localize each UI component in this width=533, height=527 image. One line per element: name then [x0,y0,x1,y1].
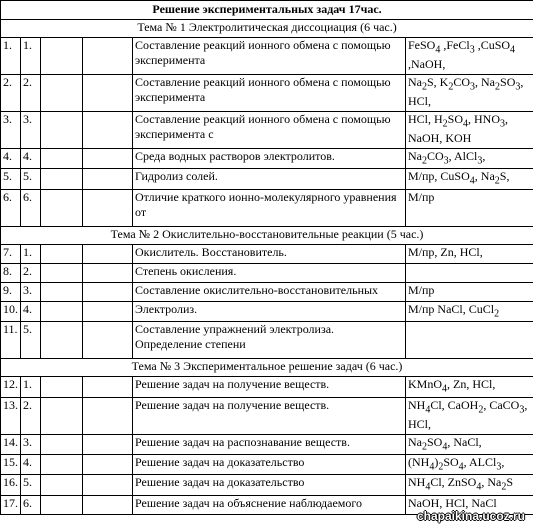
lesson-materials: М/пр [406,282,533,301]
lesson-row [1,38,533,75]
note-cell [83,189,133,226]
topic-lesson-number: 3. [21,434,41,454]
lesson-row [1,244,533,263]
topic-title: Тема № 2 Окислительно-восстановительные реакции (5 час.) [1,226,533,244]
lesson-number: 14. [1,434,21,454]
lesson-number: 10. [1,301,21,321]
lesson-topic: Составление реакций ионного обмена с помощью эксперимента [133,75,406,112]
date-cell [41,301,83,321]
lesson-row [1,112,533,149]
lesson-materials: М/пр [406,189,533,226]
lesson-materials [406,322,533,359]
table-title: Решение экспериментальных задач 17час. [1,1,533,20]
watermark: chapaikina.ucoz.ru [416,509,525,523]
topic-lesson-number: 2. [21,75,41,112]
lesson-number: 17. [1,495,21,514]
date-cell [41,377,83,397]
date-cell [41,397,83,434]
lesson-materials: KMnO$_4$, Zn, HCl, [406,377,533,397]
note-cell [83,38,133,75]
lesson-materials: $NH_4Cl$, ZnSO$_4$, $Na_2S$ [406,475,533,495]
date-cell [41,454,83,474]
date-cell [41,38,83,75]
lesson-number: 1. [1,38,21,75]
lesson-materials: HCl, $H_2SO_4$, $HNO_3$, NaOH, KOH [406,112,533,149]
lesson-row [1,377,533,397]
lesson-topic: Составление реакций ионного обмена с помощью эксперимента с [133,112,406,149]
lesson-topic: Гидролиз солей. [133,169,406,189]
topic-row [1,359,533,377]
lesson-row [1,189,533,226]
lesson-topic: Решение задач на распознавание веществ. [133,434,406,454]
lesson-row [1,397,533,434]
lesson-topic: Решение задач на получение веществ. [133,377,406,397]
table-header-row [1,1,533,20]
note-cell [83,149,133,169]
lesson-number: 12. [1,377,21,397]
topic-row [1,226,533,244]
lesson-row [1,75,533,112]
topic-lesson-number: 4. [21,301,41,321]
lesson-topic: Составление упражнений электролиза. Определение степени [133,322,406,359]
note-cell [83,263,133,282]
topic-lesson-number: 1. [21,244,41,263]
lesson-number: 8. [1,263,21,282]
date-cell [41,244,83,263]
date-cell [41,149,83,169]
lesson-number: 5. [1,169,21,189]
lesson-number: 11. [1,322,21,359]
note-cell [83,169,133,189]
lesson-materials: М/пр, CuSO$_4$, $Na_2S$, [406,169,533,189]
lesson-topic: Составление реакций ионного обмена с помощью эксперимента [133,38,406,75]
date-cell [41,263,83,282]
lesson-number: 7. [1,244,21,263]
note-cell [83,397,133,434]
lesson-materials [406,263,533,282]
lesson-materials: $(NH_4)_2SO_4$, ALCl$_3$, [406,454,533,474]
note-cell [83,454,133,474]
lesson-number: 9. [1,282,21,301]
date-cell [41,75,83,112]
lesson-materials: FeSO$_4$ ,FeCl$_3$ ,CuSO$_4$ ,NaOH, [406,38,533,75]
lesson-materials: NaOH, HCl, NaCl [406,495,533,514]
topic-lesson-number: 5. [21,322,41,359]
note-cell [83,434,133,454]
topic-lesson-number: 3. [21,112,41,149]
topic-title: Тема № 1 Электролитическая диссоциация (6 час.) [1,20,533,38]
note-cell [83,301,133,321]
lesson-topic: Решение задач на получение веществ. [133,397,406,434]
date-cell [41,495,83,514]
lesson-number: 16. [1,475,21,495]
topic-lesson-number: 5. [21,475,41,495]
lesson-topic: Окислитель. Восстановитель. [133,244,406,263]
lesson-row [1,169,533,189]
lesson-row [1,301,533,321]
topic-lesson-number: 6. [21,189,41,226]
lesson-topic: Решение задач на доказательство [133,454,406,474]
note-cell [83,377,133,397]
lesson-materials: $Na_2SO_4$, NaCl, [406,434,533,454]
date-cell [41,322,83,359]
lesson-topic: Электролиз. [133,301,406,321]
topic-title: Тема № 3 Экспериментальное решение задач (6 час.) [1,359,533,377]
lesson-topic: Степень окисления. [133,263,406,282]
topic-lesson-number: 4. [21,454,41,474]
lesson-materials: М/пр, Zn, HCl, [406,244,533,263]
lesson-materials: $Na_2CO_3$, AlCl$_3$, [406,149,533,169]
lesson-topic: Среда водных растворов электролитов. [133,149,406,169]
note-cell [83,244,133,263]
topic-lesson-number: 2. [21,263,41,282]
lesson-number: 2. [1,75,21,112]
lesson-row [1,322,533,359]
topic-lesson-number: 1. [21,38,41,75]
lesson-row [1,282,533,301]
lesson-number: 4. [1,149,21,169]
lesson-topic: Решение задач на объяснение наблюдаемого [133,495,406,514]
lesson-number: 6. [1,189,21,226]
lesson-topic: Решение задач на доказательство [133,475,406,495]
note-cell [83,112,133,149]
date-cell [41,434,83,454]
note-cell [83,282,133,301]
lesson-topic: Отличие краткого ионно-молекулярного уравнения от [133,189,406,226]
note-cell [83,322,133,359]
lesson-materials: $Na_2S$, $K_2CO_3$, $Na_2SO_3$, HCl, [406,75,533,112]
topic-lesson-number: 3. [21,282,41,301]
lesson-materials: $NH_4Cl$, CaOH$_2$, CaCO$_3$, HCl, [406,397,533,434]
note-cell [83,75,133,112]
lesson-number: 3. [1,112,21,149]
date-cell [41,112,83,149]
topic-lesson-number: 5. [21,169,41,189]
lesson-materials: М/пр NaCl, CuCl$_2$ [406,301,533,321]
date-cell [41,282,83,301]
lesson-row [1,263,533,282]
date-cell [41,169,83,189]
topic-lesson-number: 1. [21,377,41,397]
topic-lesson-number: 6. [21,495,41,514]
lesson-row [1,454,533,474]
lesson-row [1,475,533,495]
note-cell [83,495,133,514]
date-cell [41,475,83,495]
lesson-row [1,434,533,454]
note-cell [83,475,133,495]
topic-lesson-number: 2. [21,397,41,434]
topic-lesson-number: 4. [21,149,41,169]
lesson-number: 15. [1,454,21,474]
date-cell [41,189,83,226]
topic-row [1,20,533,38]
lesson-topic: Составление окислительно-восстановительных [133,282,406,301]
lesson-row [1,149,533,169]
lesson-number: 13. [1,397,21,434]
